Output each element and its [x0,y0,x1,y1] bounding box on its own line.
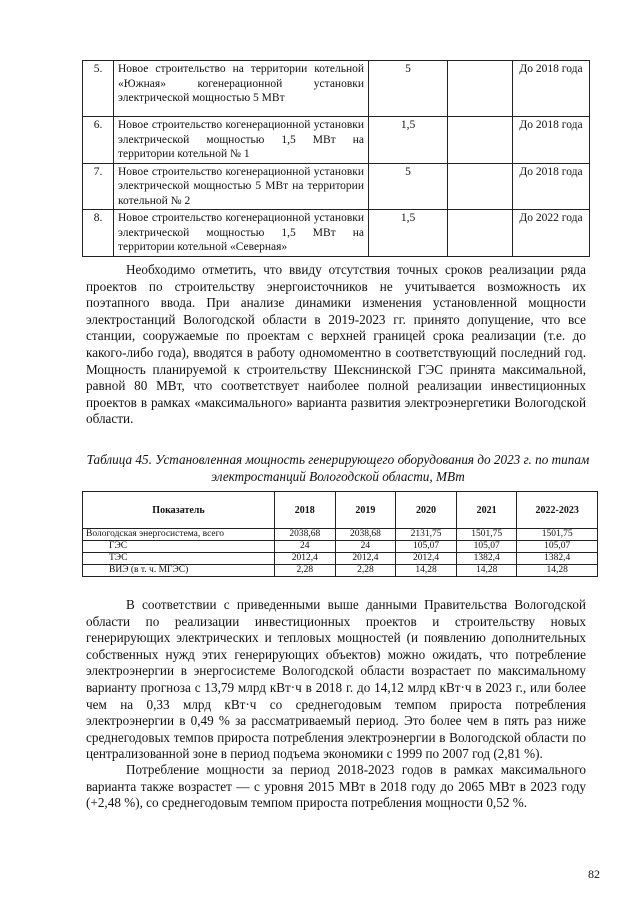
table-cell: 24 [275,541,336,553]
table-cell: 105,07 [517,541,598,553]
table-cell: 2012,4 [275,553,336,565]
table-cell: 14,28 [396,565,457,577]
projects-table [82,60,590,257]
column-header: 2019 [335,492,396,529]
table-cell: 2,28 [275,565,336,577]
row-label: ТЭС [83,553,275,565]
empty-cell [448,210,513,257]
table-caption [86,452,590,485]
table-cell: 2012,4 [396,553,457,565]
table-cell: 1382,4 [456,553,517,565]
empty-cell [448,61,513,117]
table-cell: 105,07 [456,541,517,553]
project-capacity: 1,5 [369,210,448,257]
table-row [83,210,590,257]
paragraph-assumptions: Необходимо отметить, что ввиду отсутствия точных сроков реализации ряда проектов по строительству энергоисточников не учитывается возможность их поэтапного ввода. При анализе динамики изменения установленной мощности электростанций Вологодской области в 2019-2023 гг. принято допущение, что все станции, сооружаемые по проектам с верхней границей срока реализации (т.е. до какого-либо года), вводятся в работу одномоментно в соответствующий последний год. Мощность планируемой к строительству Шекснинской ГЭС принята максимальной, равной 80 МВт, что соответствует наиболее полной реализации инвестиционных проектов в рамках «максимального» варианта развития электроэнергетики Вологодской области. [86,262,586,427]
caption-text: Установленная мощность генерирующего оборудования до 2023 г. по типам электростанций Вологодской области, МВт [155,452,590,484]
empty-cell [448,163,513,210]
project-term: До 2022 года [513,210,590,257]
project-name: Новое строительство когенерационной установки электрической мощностью 1,5 МВт на территории котельной № 1 [114,117,369,164]
project-number: 8. [83,210,114,257]
empty-cell [448,117,513,164]
project-number: 5. [83,61,114,117]
project-name: Новое строительство на территории котельной «Южная» когенерационной установки электрической мощностью 5 МВт [114,61,369,117]
project-term: До 2018 года [513,61,590,117]
table-row [83,529,598,541]
project-term: До 2018 года [513,163,590,210]
table-cell: 105,07 [396,541,457,553]
row-label: ГЭС [83,541,275,553]
table-cell: 2,28 [335,565,396,577]
column-header: 2021 [456,492,517,529]
installed-capacity-table [82,491,598,577]
row-label: Вологодская энергосистема, всего [83,529,275,541]
paragraph-capacity: Потребление мощности за период 2018-2023 годов в рамках максимального варианта также возрастет — с уровня 2015 МВт в 2018 году до 2065 МВт в 2023 году (+2,48 %), со среднегодовым темпом прироста потребления мощности 0,52 %. [86,762,586,811]
paragraph-forecast: В соответствии с приведенными выше данными Правительства Вологодской области по реализации инвестиционных проектов и строительству новых генерирующих электрических и тепловых мощностей (и появлению дополнительных собственных нужд этих генерирующих объектов) можно ожидать, что потребление электроэнергии в энергосистеме Вологодской области возрастает по максимальному варианту прогноза с 13,79 млрд кВт·ч в 2018 г. до 14,12 млрд кВт·ч в 2023 г., или более чем на 0,33 млрд кВт·ч со среднегодовым темпом прироста потребления электроэнергии в 0,49 % за рассматриваемый период. Это более чем в пять раз ниже среднегодовых темпов прироста потребления электроэнергии в Вологодской области по централизованной зоне в период подъема экономики с 1999 по 2007 год (2,81 %). [86,597,586,762]
table-row [83,117,590,164]
table-cell: 1382,4 [517,553,598,565]
table-cell: 14,28 [517,565,598,577]
table-row [83,163,590,210]
table-cell: 2012,4 [335,553,396,565]
project-capacity: 1,5 [369,117,448,164]
table-header-row [83,492,598,529]
table-row [83,61,590,117]
project-capacity: 5 [369,61,448,117]
page-number: 82 [588,867,600,881]
row-label: ВИЭ (в т. ч. МГЭС) [83,565,275,577]
table-row [83,553,598,565]
caption-label: Таблица 45. [86,452,152,467]
project-term: До 2018 года [513,117,590,164]
project-number: 7. [83,163,114,210]
table-cell: 1501,75 [517,529,598,541]
table-cell: 2131,75 [396,529,457,541]
project-number: 6. [83,117,114,164]
table-row [83,565,598,577]
table-cell: 24 [335,541,396,553]
table-cell: 2038,68 [335,529,396,541]
table-cell: 2038,68 [275,529,336,541]
column-header: 2022-2023 [517,492,598,529]
project-name: Новое строительство когенерационной установки электрической мощностью 5 МВт на территории котельной № 2 [114,163,369,210]
column-header: 2018 [275,492,336,529]
column-header: 2020 [396,492,457,529]
project-name: Новое строительство когенерационной установки электрической мощностью 1,5 МВт на территории котельной «Северная» [114,210,369,257]
table-cell: 14,28 [456,565,517,577]
table-cell: 1501,75 [456,529,517,541]
column-header: Показатель [83,492,275,529]
table-row [83,541,598,553]
project-capacity: 5 [369,163,448,210]
